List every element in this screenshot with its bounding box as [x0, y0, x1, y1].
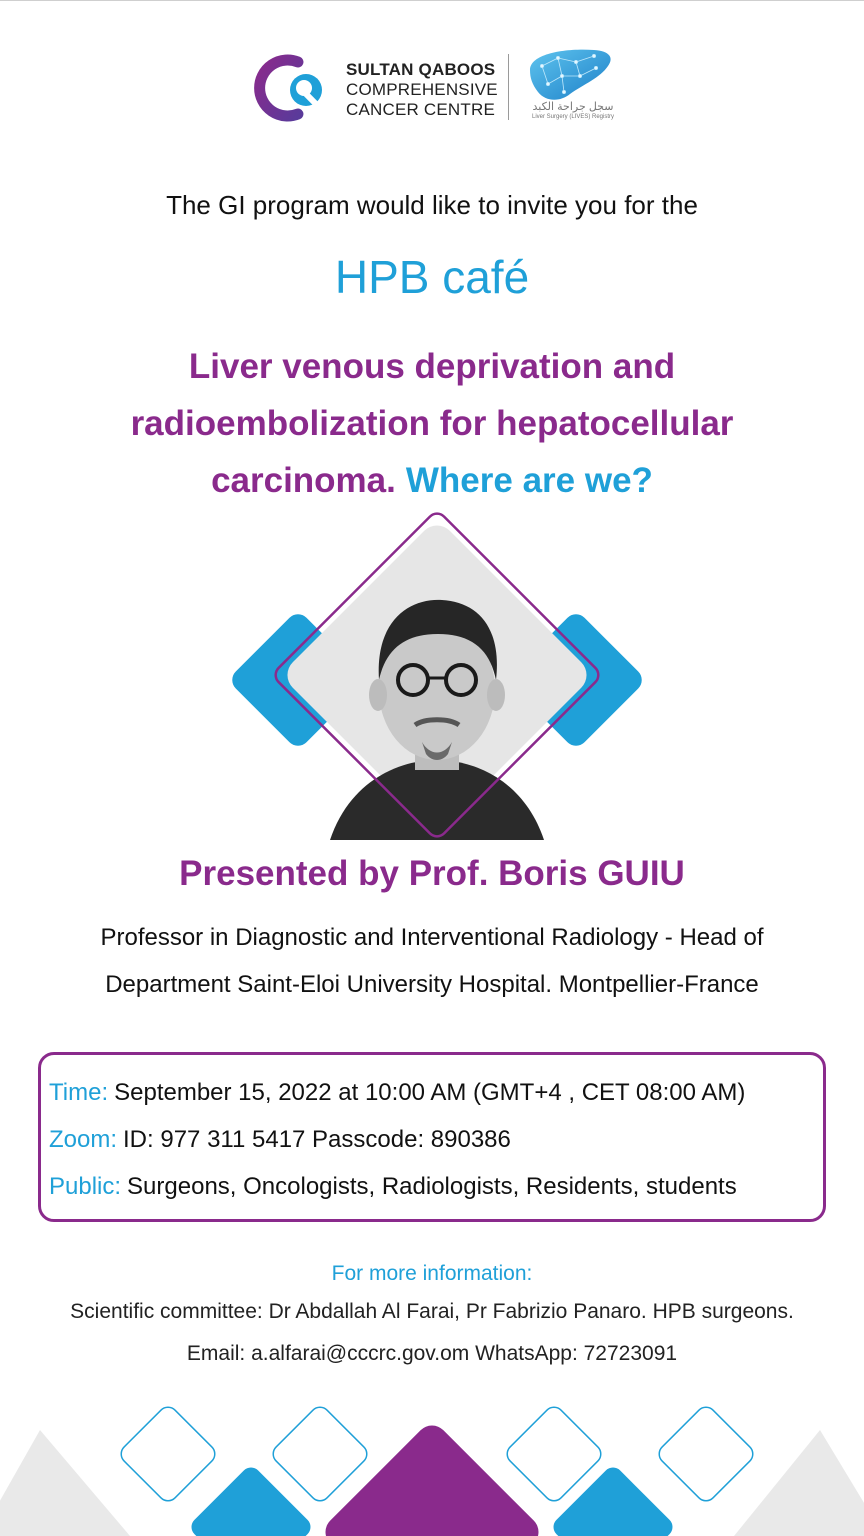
event-name: HPB café: [334, 251, 530, 303]
org-line-3: CANCER CENTRE: [346, 100, 496, 119]
talk-question: Where are we?: [405, 461, 653, 500]
liver-network-icon: [524, 44, 616, 108]
zoom-value: ID: 977 311 5417 Passcode: 890386: [123, 1126, 511, 1153]
public-value: Surgeons, Oncologists, Radiologists, Residents, students: [127, 1173, 737, 1200]
presenter-role: Professor in Diagnostic and Interventional Radiology - Head of Department Saint-Eloi University Hospital. Montpellier-France: [100, 924, 764, 998]
org-name: [346, 60, 498, 120]
blue-diamond-right: [549, 1463, 676, 1536]
registry-name-english: Liver Surgery (LIVES) Registry: [531, 114, 615, 120]
cccc-logo-icon: [248, 52, 340, 124]
top-divider: [0, 0, 864, 1]
public-row: [49, 1163, 823, 1210]
blue-diamond-left: [187, 1463, 314, 1536]
public-label: Public:: [49, 1173, 122, 1200]
invitation-line: The GI program would like to invite you for the: [166, 190, 698, 220]
logo-separator: [508, 54, 509, 120]
grey-triangle-right: [734, 1430, 864, 1536]
outline-diamond-2: [269, 1403, 371, 1505]
zoom-row: [49, 1116, 823, 1163]
more-info-heading: For more information:: [331, 1262, 533, 1285]
contact-line: Email: a.alfarai@cccrc.gov.om WhatsApp: 72723091: [186, 1342, 678, 1365]
time-value: September 15, 2022 at 10:00 AM (GMT+4 , CET 08:00 AM): [114, 1079, 746, 1106]
scientific-committee: Scientific committee: Dr Abdallah Al Farai, Pr Fabrizio Panaro. HPB surgeons.: [70, 1300, 794, 1323]
org-line-2: COMPREHENSIVE: [346, 80, 498, 99]
outline-diamond-4: [655, 1403, 757, 1505]
presenter-photo: [210, 510, 664, 850]
outline-diamond-1: [117, 1403, 219, 1505]
zoom-label: Zoom:: [49, 1126, 118, 1153]
time-label: Time:: [49, 1079, 109, 1106]
talk-title: [60, 338, 804, 509]
grey-triangle-left: [0, 1430, 130, 1536]
registry-name-arabic: سجل جراحة الكبد: [532, 101, 614, 113]
org-line-1: SULTAN QABOOS: [346, 60, 496, 79]
talk-title-text: Liver venous deprivation and radioembolization for hepatocellular carcinoma.: [130, 347, 734, 500]
footer-decoration: [0, 1390, 864, 1536]
time-row: [49, 1069, 823, 1116]
presenter-name: Presented by Prof. Boris GUIU: [179, 854, 685, 893]
event-details-box: [38, 1052, 826, 1222]
